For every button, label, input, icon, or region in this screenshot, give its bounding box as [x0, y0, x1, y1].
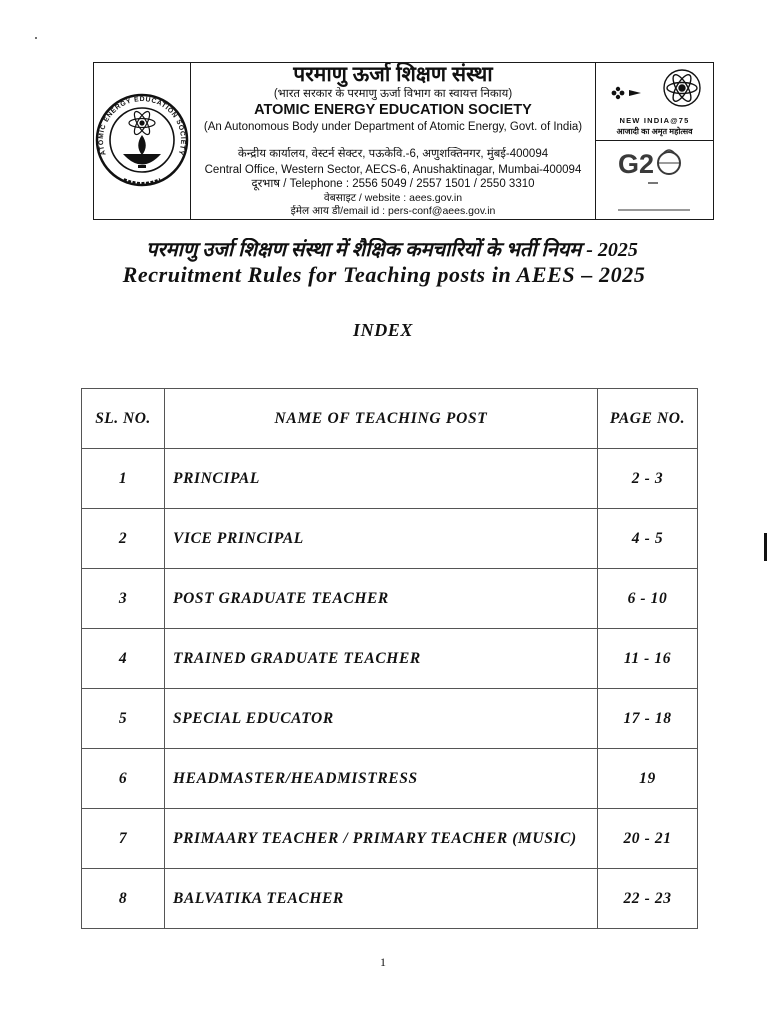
- address-hindi: केन्द्रीय कार्यालय, वेस्टर्न सेक्टर, पऊकेवि.-6, अणुशक्तिनगर, मुंबई-400094: [237, 148, 549, 160]
- address-english: Central Office, Western Sector, AECS-6, Anushaktinagar, Mumbai-400094: [204, 164, 582, 176]
- g20-globe-icon: [658, 150, 680, 174]
- index-table: [81, 388, 698, 929]
- table-row: [82, 869, 698, 929]
- header-sl-no: SL. NO.: [82, 389, 165, 449]
- row-post-name: TRAINED GRADUATE TEACHER: [165, 629, 598, 689]
- g20-logo-letters: G2: [618, 149, 655, 179]
- row-page-range: 6 - 10: [598, 569, 698, 629]
- row-post-name: BALVATIKA TEACHER: [165, 869, 598, 929]
- row-page-range: 4 - 5: [598, 509, 698, 569]
- org-name-hindi: परमाणु ऊर्जा शिक्षण संस्था: [293, 63, 493, 86]
- row-sl-no: 8: [82, 869, 165, 929]
- letterhead: [93, 62, 714, 220]
- org-subtitle-hindi: (भारत सरकार के परमाणु ऊर्जा विभाग का स्वायत्त निकाय): [273, 88, 513, 100]
- index-heading: INDEX: [352, 320, 413, 340]
- row-post-name: HEADMASTER/HEADMISTRESS: [165, 749, 598, 809]
- table-header-row: [82, 389, 698, 449]
- website-line: वेबसाइट / website : aees.gov.in: [323, 192, 463, 204]
- document-title-english: Recruitment Rules for Teaching posts in AEES – 2025: [122, 262, 646, 287]
- document-title-hindi: परमाणु उर्जा शिक्षण संस्था में शैक्षिक कमचारियों के भर्ती नियम - 2025: [146, 239, 638, 261]
- row-page-range: 22 - 23: [598, 869, 698, 929]
- new-india-label: NEW INDIA@75: [619, 116, 690, 125]
- row-page-range: 2 - 3: [598, 449, 698, 509]
- table-row: [82, 569, 698, 629]
- header-post-name: NAME OF TEACHING POST: [165, 389, 598, 449]
- header-page-no: PAGE NO.: [598, 389, 698, 449]
- g20-logo-cell: [596, 141, 713, 219]
- row-page-range: 11 - 16: [598, 629, 698, 689]
- letterhead-text-block: [191, 63, 596, 219]
- letterhead-logos: [596, 63, 713, 219]
- row-page-range: 19: [598, 749, 698, 809]
- row-sl-no: 2: [82, 509, 165, 569]
- org-name-english: ATOMIC ENERGY EDUCATION SOCIETY: [254, 102, 532, 118]
- row-sl-no: 7: [82, 809, 165, 869]
- org-subtitle-english: (An Autonomous Body under Department of Atomic Energy, Govt. of India): [203, 121, 583, 133]
- table-row: [82, 809, 698, 869]
- row-post-name: VICE PRINCIPAL: [165, 509, 598, 569]
- table-row: [82, 629, 698, 689]
- table-row: [82, 449, 698, 509]
- amrit-mahotsav-emblem-icon: [612, 87, 641, 99]
- azadi-logo-cell: [596, 63, 713, 141]
- dae-atom-icon: [664, 70, 700, 106]
- row-sl-no: 4: [82, 629, 165, 689]
- azadi-logo-graphics: [596, 63, 713, 117]
- scan-speck: [35, 37, 37, 39]
- telephone-line: दूरभाष / Telephone : 2556 5049 / 2557 1501 / 2550 3310: [251, 178, 535, 190]
- row-sl-no: 3: [82, 569, 165, 629]
- row-post-name: POST GRADUATE TEACHER: [165, 569, 598, 629]
- table-row: [82, 689, 698, 749]
- page-number: 1: [380, 955, 386, 969]
- table-row: [82, 749, 698, 809]
- row-page-range: 20 - 21: [598, 809, 698, 869]
- row-post-name: PRIMAARY TEACHER / PRIMARY TEACHER (MUSIC): [165, 809, 598, 869]
- aees-seal-cell: [94, 63, 191, 219]
- scan-edge-mark: [764, 533, 767, 561]
- row-page-range: 17 - 18: [598, 689, 698, 749]
- table-row: [82, 509, 698, 569]
- azadi-ka-amrit-mahotsav-label: आजादी का अमृत महोत्सव: [616, 127, 693, 136]
- email-line: ईमेल आय डी/email id : pers-conf@aees.gov.in: [290, 205, 496, 217]
- row-sl-no: 5: [82, 689, 165, 749]
- g20-logo: [596, 141, 713, 219]
- row-post-name: SPECIAL EDUCATOR: [165, 689, 598, 749]
- row-post-name: PRINCIPAL: [165, 449, 598, 509]
- row-sl-no: 1: [82, 449, 165, 509]
- aees-seal-logo: [94, 63, 190, 219]
- row-sl-no: 6: [82, 749, 165, 809]
- seal-ring-text: ATOMIC ENERGY EDUCATION SOCIETY: [97, 96, 187, 157]
